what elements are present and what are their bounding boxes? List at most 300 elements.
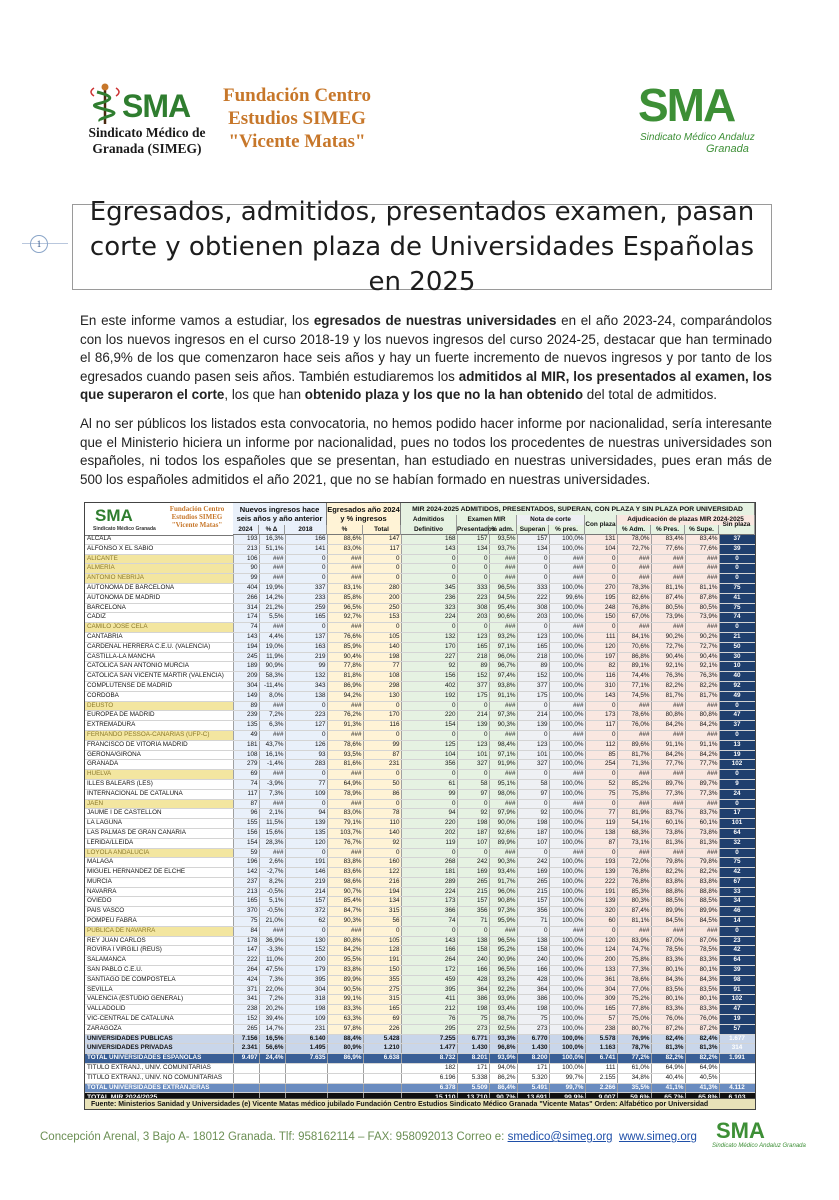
table-cell: 89,7%: [685, 779, 719, 789]
table-cell: 100,0%: [549, 995, 585, 1005]
table-cell: 8,2%: [259, 877, 285, 887]
table-row: [85, 946, 755, 956]
table-cell: 146: [285, 868, 327, 878]
table-row: [85, 1073, 755, 1083]
table-cell: 93,8%: [489, 681, 517, 691]
table-cell: 97,4%: [489, 672, 517, 682]
table-cell: 100,0%: [549, 1015, 585, 1025]
table-cell: 82,2%: [651, 868, 685, 878]
table-cell: 84,5%: [685, 917, 719, 927]
table-cell: 165: [233, 897, 259, 907]
table-cell: 181: [401, 868, 457, 878]
website-link[interactable]: www.simeg.org: [618, 1131, 697, 1143]
table-cell: 80,9%: [327, 1044, 363, 1054]
table-cell: 395: [285, 975, 327, 985]
table-row: [85, 809, 755, 819]
table-cell: 130: [363, 691, 401, 701]
table-cell: ###: [651, 770, 685, 780]
table-cell: 107: [457, 838, 489, 848]
table-cell: 19: [719, 1015, 755, 1025]
table-row: [85, 789, 755, 799]
table-cell: ###: [549, 564, 585, 574]
table-cell: 86,8%: [617, 652, 651, 662]
table-cell: 371: [233, 985, 259, 995]
table-cell: 152: [233, 1015, 259, 1025]
university-name: FRANCISCO DE VITORIA MADRID: [85, 740, 233, 750]
table-cell: 0: [401, 554, 457, 564]
table-cell: 6.196: [401, 1073, 457, 1083]
table-cell: 93,5%: [327, 750, 363, 760]
table-cell: ###: [259, 701, 285, 711]
table-cell: 98,7%: [489, 1015, 517, 1025]
table-cell: 222: [585, 877, 617, 887]
table-cell: 0: [363, 848, 401, 858]
table-cell: 209: [233, 672, 259, 682]
university-name: JAÉN: [85, 799, 233, 809]
table-cell: 0: [585, 848, 617, 858]
table-cell: 87: [233, 799, 259, 809]
table-cell: 77,2%: [617, 1054, 651, 1064]
col-without-place: Sin plaza: [719, 515, 755, 535]
table-cell: 100,0%: [549, 809, 585, 819]
table-cell: 72,7%: [617, 544, 651, 554]
table-cell: 14: [719, 917, 755, 927]
table-cell: 14,7%: [259, 1024, 285, 1034]
table-cell: 213: [233, 887, 259, 897]
table-cell: 170: [401, 642, 457, 652]
table-cell: 85,3%: [617, 887, 651, 897]
table-cell: 356: [401, 760, 457, 770]
email-link[interactable]: smedico@simeg.org: [507, 1131, 613, 1143]
table-cell: 90,2%: [651, 632, 685, 642]
table-cell: 69: [363, 1015, 401, 1025]
table-cell: 34,8%: [617, 1073, 651, 1083]
university-name: OVIEDO: [85, 897, 233, 907]
table-cell: 275: [363, 985, 401, 995]
table-cell: 242: [457, 858, 489, 868]
table-cell: ###: [617, 799, 651, 809]
table-cell: 83,7%: [651, 809, 685, 819]
table-cell: [285, 1064, 327, 1074]
table-cell: 117: [585, 721, 617, 731]
table-cell: 82,6%: [617, 593, 651, 603]
table-row: [85, 907, 755, 917]
table-cell: 111: [585, 1064, 617, 1074]
table-cell: 74: [233, 779, 259, 789]
table-cell: ###: [549, 730, 585, 740]
table-row: [85, 603, 755, 613]
table-cell: ###: [259, 623, 285, 633]
university-name: SALAMANCA: [85, 956, 233, 966]
table-row: [85, 554, 755, 564]
table-cell: 97: [517, 789, 549, 799]
table-cell: 91,7%: [489, 877, 517, 887]
table-cell: 79,8%: [685, 858, 719, 868]
table-cell: 125: [401, 740, 457, 750]
table-cell: 97,3%: [489, 711, 517, 721]
table-cell: 4.041: [719, 1073, 755, 1083]
university-name: UNIVERSIDADES PÚBLICAS: [85, 1034, 233, 1044]
table-cell: 96: [233, 809, 259, 819]
table-cell: 7,3%: [259, 789, 285, 799]
table-cell: 84,7%: [327, 907, 363, 917]
table-cell: 40: [719, 672, 755, 682]
table-cell: 132: [285, 672, 327, 682]
table-cell: 91: [719, 985, 755, 995]
table-cell: ###: [489, 926, 517, 936]
table-cell: 134: [457, 544, 489, 554]
table-cell: 395: [401, 985, 457, 995]
table-cell: 224: [401, 887, 457, 897]
table-cell: 98,6%: [327, 877, 363, 887]
table-cell: 42: [719, 868, 755, 878]
table-cell: 377: [457, 681, 489, 691]
table-cell: 76,2%: [327, 711, 363, 721]
table-cell: 192: [401, 691, 457, 701]
table-cell: 75: [719, 583, 755, 593]
table-logo-foundation: Fundación Centro Estudios SIMEG "Vicente Matas": [169, 505, 225, 529]
table-cell: 90,5%: [327, 985, 363, 995]
page-title: Egresados, admitidos, presentados examen, pasan corte y obtienen plaza de Universidades Españolas en 2025: [89, 196, 755, 297]
table-cell: 58: [457, 779, 489, 789]
table-cell: 93,9%: [489, 1054, 517, 1064]
table-row: [85, 779, 755, 789]
table-cell: 8,0%: [259, 691, 285, 701]
table-cell: 308: [517, 603, 549, 613]
table-cell: 100,0%: [549, 907, 585, 917]
table-cell: 98,0%: [489, 789, 517, 799]
university-name: ALFONSO X EL SABIO: [85, 544, 233, 554]
table-cell: 127: [285, 721, 327, 731]
table-cell: 41,3%: [685, 1083, 719, 1093]
table-cell: 0: [401, 574, 457, 584]
table-cell: 0: [517, 574, 549, 584]
table-cell: ###: [549, 701, 585, 711]
university-name: LOYOLA ANDALUCÍA: [85, 848, 233, 858]
table-cell: 90,6%: [489, 613, 517, 623]
table-cell: 222: [233, 956, 259, 966]
table-cell: 138: [285, 691, 327, 701]
table-cell: -0,5%: [259, 907, 285, 917]
table-cell: 327: [457, 760, 489, 770]
table-cell: 56: [363, 917, 401, 927]
table-row: [85, 1005, 755, 1015]
table-cell: 76,8%: [617, 877, 651, 887]
table-cell: [233, 1073, 259, 1083]
table-cell: ###: [327, 623, 363, 633]
table-cell: 0: [719, 770, 755, 780]
university-name: AUTÓNOMA DE BARCELONA: [85, 583, 233, 593]
table-row: [85, 672, 755, 682]
table-cell: 200: [585, 956, 617, 966]
table-cell: 168: [401, 535, 457, 544]
table-cell: 7,2%: [259, 995, 285, 1005]
table-cell: 10: [719, 662, 755, 672]
table-cell: 13: [719, 740, 755, 750]
table-row: [85, 642, 755, 652]
table-cell: 88,5%: [685, 897, 719, 907]
table-cell: ###: [549, 848, 585, 858]
table-cell: 171: [517, 1064, 549, 1074]
table-cell: 89,9%: [651, 907, 685, 917]
table-cell: ###: [259, 848, 285, 858]
university-name: CASTILLA-LA MANCHA: [85, 652, 233, 662]
table-cell: ###: [549, 770, 585, 780]
table-cell: 90,4%: [327, 652, 363, 662]
table-cell: 171: [457, 1064, 489, 1074]
table-cell: 0: [285, 799, 327, 809]
table-cell: 74,7%: [617, 946, 651, 956]
table-cell: 78,5%: [685, 946, 719, 956]
table-cell: 5.338: [457, 1073, 489, 1083]
table-cell: 156: [233, 828, 259, 838]
table-row: [85, 564, 755, 574]
table-cell: 21,2%: [259, 603, 285, 613]
table-cell: 0: [585, 701, 617, 711]
table-cell: 323: [401, 603, 457, 613]
table-cell: 60: [585, 917, 617, 927]
table-cell: 345: [401, 583, 457, 593]
table-cell: 0: [285, 848, 327, 858]
table-cell: 89,9%: [489, 838, 517, 848]
table-cell: 76,8%: [617, 603, 651, 613]
table-cell: 100,0%: [549, 956, 585, 966]
header-cutoff: Nota de corte: [517, 515, 585, 525]
table-cell: 76,0%: [617, 721, 651, 731]
table-cell: 0: [363, 799, 401, 809]
table-cell: 86,2%: [489, 1073, 517, 1083]
table-cell: 95,2%: [489, 946, 517, 956]
table-cell: 137: [285, 632, 327, 642]
table-cell: 120: [585, 936, 617, 946]
table-cell: 109: [285, 789, 327, 799]
table-row: [85, 652, 755, 662]
table-cell: 100,0%: [549, 985, 585, 995]
table-cell: 41: [719, 593, 755, 603]
table-cell: 16,5%: [259, 1034, 285, 1044]
table-cell: 82,4%: [685, 1034, 719, 1044]
table-cell: ###: [651, 574, 685, 584]
table-cell: 361: [585, 975, 617, 985]
table-cell: 72,7%: [685, 642, 719, 652]
university-name: EXTREMADURA: [85, 721, 233, 731]
table-cell: 130: [285, 936, 327, 946]
table-cell: 91,9%: [489, 760, 517, 770]
table-cell: 64,9%: [685, 1064, 719, 1074]
table-cell: 87,4%: [651, 593, 685, 603]
table-cell: 179: [285, 966, 327, 976]
table-cell: 84,2%: [651, 750, 685, 760]
table-cell: 0: [285, 623, 327, 633]
table-cell: 6.771: [457, 1034, 489, 1044]
table-cell: 94: [285, 809, 327, 819]
table-row: [85, 691, 755, 701]
table-cell: 304: [233, 681, 259, 691]
table-cell: 7.156: [233, 1034, 259, 1044]
table-cell: 214: [517, 711, 549, 721]
table-cell: ###: [651, 926, 685, 936]
simeg-caption: Sindicato Médico de Granada (SIMEG): [88, 125, 206, 156]
table-cell: 0: [285, 554, 327, 564]
table-cell: 104: [401, 750, 457, 760]
table-cell: 97,1%: [489, 642, 517, 652]
table-cell: 157: [517, 897, 549, 907]
table-cell: 198: [285, 1005, 327, 1015]
table-cell: ###: [327, 564, 363, 574]
table-row: [85, 1083, 755, 1093]
table-cell: ###: [617, 848, 651, 858]
table-cell: 333: [517, 583, 549, 593]
table-cell: 100,0%: [549, 897, 585, 907]
table-cell: 69: [233, 770, 259, 780]
table-cell: ###: [327, 926, 363, 936]
table-cell: 83,3%: [651, 956, 685, 966]
table-cell: 343: [285, 681, 327, 691]
table-cell: 187: [457, 828, 489, 838]
university-name: UNIVERSIDADES PRIVADAS: [85, 1044, 233, 1054]
table-cell: 100,0%: [549, 887, 585, 897]
university-name: ILLES BALEARS (LES): [85, 779, 233, 789]
table-cell: 2.266: [585, 1083, 617, 1093]
col-presented: Presentados: [457, 526, 496, 533]
table-cell: 89: [233, 701, 259, 711]
table-cell: 100,0%: [549, 936, 585, 946]
table-cell: ###: [651, 554, 685, 564]
university-name: SAN PABLO C.E.U.: [85, 966, 233, 976]
table-cell: 85,2%: [617, 779, 651, 789]
table-cell: 94: [401, 809, 457, 819]
table-cell: 19,0%: [259, 642, 285, 652]
table-cell: 89,9%: [685, 907, 719, 917]
table-cell: [233, 1064, 259, 1074]
table-cell: 215: [457, 887, 489, 897]
table-cell: 223: [457, 593, 489, 603]
table-row: [85, 770, 755, 780]
table-cell: 80,8%: [651, 711, 685, 721]
table-cell: 100,0%: [549, 828, 585, 838]
footer-address: Concepción Arenal, 3 Bajo A- 18012 Granada. Tlf: 958162114 – FAX: 958092013 Correo e: smedico@simeg.org www.simeg.org: [40, 1131, 697, 1143]
table-cell: 404: [233, 583, 259, 593]
table-cell: 83,3%: [685, 1005, 719, 1015]
table-cell: 58: [517, 779, 549, 789]
table-cell: 223: [285, 711, 327, 721]
table-cell: 239: [233, 711, 259, 721]
table-cell: 98,4%: [489, 740, 517, 750]
table-cell: ###: [549, 554, 585, 564]
table-cell: 94,5%: [489, 593, 517, 603]
table-cell: 97: [457, 789, 489, 799]
table-cell: 74,4%: [617, 672, 651, 682]
table-cell: 0: [719, 574, 755, 584]
table-cell: 82,2%: [685, 681, 719, 691]
university-name: ALCALÁ: [85, 535, 233, 544]
table-cell: 165: [285, 613, 327, 623]
table-cell: 95,5%: [327, 956, 363, 966]
table-cell: 64,9%: [327, 779, 363, 789]
table-cell: 295: [401, 1024, 457, 1034]
table-cell: 139: [585, 868, 617, 878]
table-cell: 0: [401, 799, 457, 809]
table-cell: 94,2%: [327, 691, 363, 701]
table-cell: 158: [517, 946, 549, 956]
table-cell: 88,4%: [327, 1034, 363, 1044]
table-cell: 64: [719, 956, 755, 966]
table-cell: 143: [401, 544, 457, 554]
table-cell: 100,0%: [549, 662, 585, 672]
university-name: EUROPEA DE MADRID: [85, 711, 233, 721]
table-cell: 175: [517, 691, 549, 701]
table-cell: 90,2%: [685, 632, 719, 642]
col-delta: % Δ: [259, 525, 285, 535]
table-cell: 85: [585, 750, 617, 760]
table-row: [85, 848, 755, 858]
table-cell: 6.140: [285, 1034, 327, 1044]
table-cell: 73,9%: [685, 613, 719, 623]
table-row: [85, 877, 755, 887]
table-cell: 74: [401, 917, 457, 927]
page-number-badge: 1: [30, 235, 48, 253]
table-cell: 254: [585, 760, 617, 770]
table-cell: 99,7%: [549, 1083, 585, 1093]
table-cell: 50: [719, 642, 755, 652]
table-cell: 100,0%: [549, 819, 585, 829]
table-cell: 24,4%: [259, 1054, 285, 1064]
table-cell: 155: [233, 819, 259, 829]
table-cell: 100,0%: [549, 975, 585, 985]
table-row: [85, 623, 755, 633]
table-cell: 90,3%: [489, 858, 517, 868]
table-cell: 273: [457, 1024, 489, 1034]
table-cell: 89,1%: [617, 662, 651, 672]
table-cell: 140: [363, 828, 401, 838]
table-cell: ###: [651, 701, 685, 711]
table-cell: 78,7%: [617, 1044, 651, 1054]
table-cell: ###: [489, 554, 517, 564]
table-cell: 80,3%: [617, 897, 651, 907]
table-cell: 90,3%: [489, 721, 517, 731]
table-cell: [327, 1064, 363, 1074]
table-row: [85, 701, 755, 711]
table-cell: 0: [457, 770, 489, 780]
table-cell: 5.509: [457, 1083, 489, 1093]
table-cell: 356: [457, 907, 489, 917]
table-cell: 141: [285, 544, 327, 554]
table-cell: 90,9%: [489, 956, 517, 966]
table-cell: 231: [285, 1024, 327, 1034]
table-cell: 0: [457, 623, 489, 633]
table-cell: 100,0%: [549, 711, 585, 721]
university-name: ALICANTE: [85, 554, 233, 564]
table-logo: [85, 503, 234, 536]
table-row: [85, 985, 755, 995]
mir-table: [84, 502, 756, 1110]
table-logo-text: SMA: [95, 506, 133, 525]
table-cell: 111: [585, 632, 617, 642]
university-name: CANTABRIA: [85, 632, 233, 642]
table-cell: 220: [401, 819, 457, 829]
table-cell: 79,8%: [651, 858, 685, 868]
table-cell: 6,3%: [259, 721, 285, 731]
university-name: INTERNACIONAL DE CATALUÑA: [85, 789, 233, 799]
table-cell: 63,3%: [327, 1015, 363, 1025]
table-cell: 152: [457, 672, 489, 682]
university-name: ANTONIO NEBRIJA: [85, 574, 233, 584]
table-cell: 17: [719, 809, 755, 819]
col-alloc-adm: % Adm.: [617, 525, 651, 535]
table-cell: 315: [363, 907, 401, 917]
table-cell: 83,0%: [327, 544, 363, 554]
table-cell: 73,8%: [651, 828, 685, 838]
